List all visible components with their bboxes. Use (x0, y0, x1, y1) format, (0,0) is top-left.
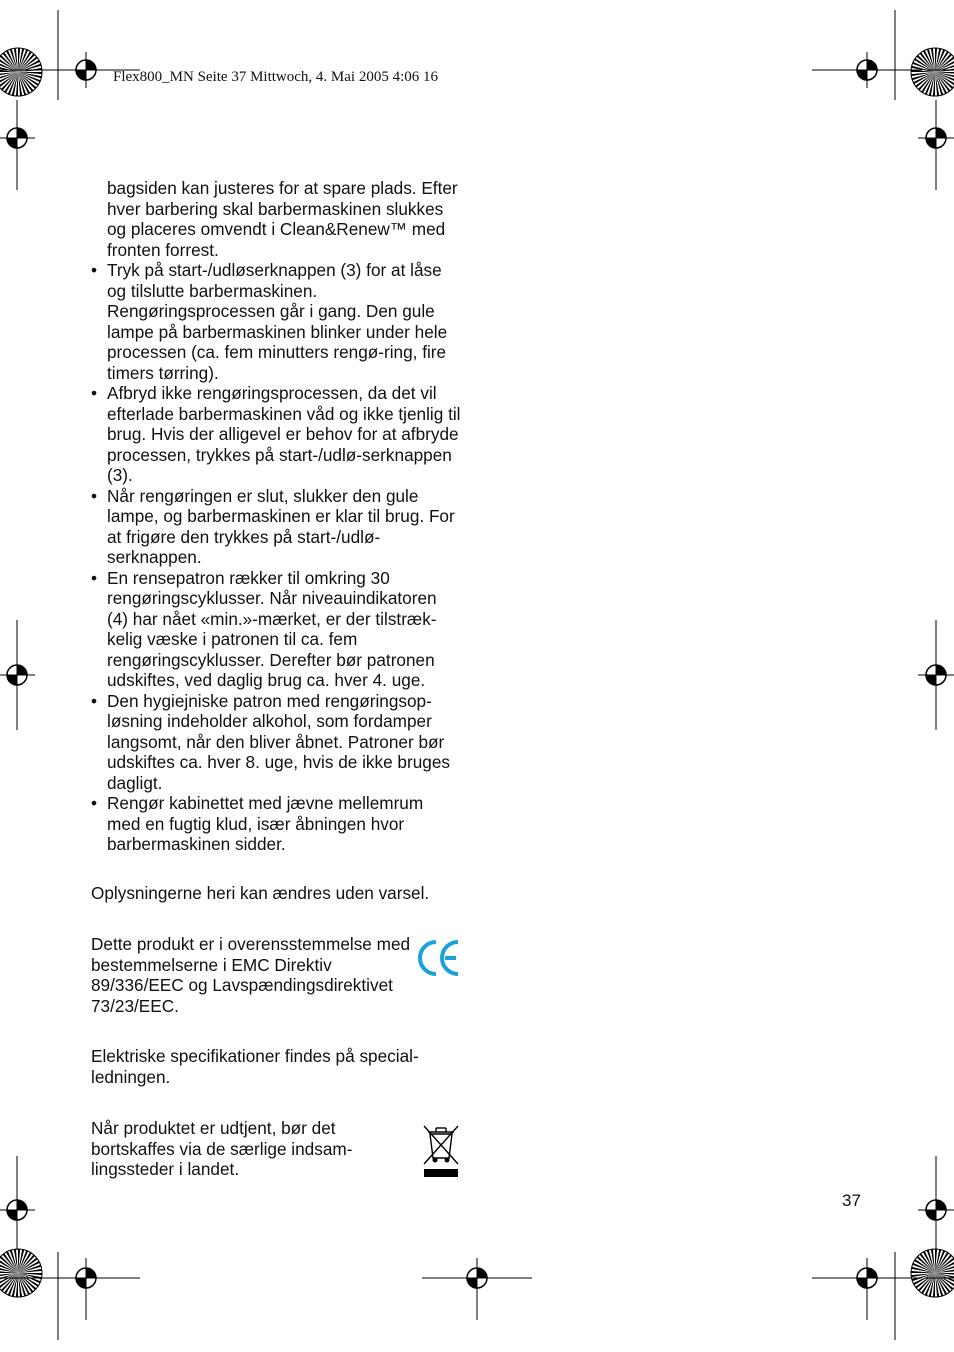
disposal-paragraph: Når produktet er udtjent, bør det bortskaffes via de særlige indsam-lingssteder i landet. (91, 1118, 353, 1179)
ce-mark-icon (418, 938, 462, 978)
page-number: 37 (842, 1191, 861, 1210)
ce-paragraph: Dette produkt er i overensstemmelse med bestemmelserne i EMC Direktiv 89/336/EEC og Lavspændingsdirektivet 73/23/EEC. (91, 934, 411, 1016)
electrical-paragraph: Elektriske specifikationer findes på special-ledningen. (91, 1046, 419, 1087)
starburst-target-icon (0, 1249, 42, 1297)
main-text (91, 178, 461, 855)
list-item: • Rengør kabinettet med jævne mellemrum med en fugtig klud, især åbningen hvor barbermaskinen sidder. (91, 793, 461, 855)
starburst-target-icon (911, 1249, 954, 1297)
crossed-out-bin-icon (420, 1122, 462, 1180)
starburst-target-icon (0, 48, 42, 96)
print-slug-header: Flex800_MN Seite 37 Mittwoch, 4. Mai 2005 4:06 16 (113, 69, 438, 85)
notice-paragraph: Oplysningerne heri kan ændres uden varsel. (91, 883, 430, 903)
starburst-target-icon (911, 48, 954, 96)
intro-continuation: bagsiden kan justeres for at spare plads. Efter hver barbering skal barbermaskinen slukkes og placeres omvendt i Clean&Renew™ med fronten forrest. (107, 178, 458, 260)
list-item: • Tryk på start-/udløserknappen (3) for at låse og tilslutte barbermaskinen. Rengøringsprocessen går i gang. Den gule lampe på barbermaskinen blinker under hele processen (ca. fem minutters rengø-ring, fire timers tørring). (91, 260, 461, 383)
list-item: • Når rengøringen er slut, slukker den gule lampe, og barbermaskinen er klar til brug. For at frigøre den trykkes på start-/udlø-serknappen. (91, 486, 461, 568)
bullet-list (91, 260, 461, 855)
list-item: • En rensepatron rækker til omkring 30 rengøringscyklusser. Når niveauindikatoren (4) har nået «min.»-mærket, er der tilstræk-kelig væske i patronen til ca. fem rengøringscyklusser. Derefter bør patronen udskiftes, ved daglig brug ca. hver 4. uge. (91, 568, 461, 691)
list-item: • Afbryd ikke rengøringsprocessen, da det vil efterlade barbermaskinen våd og ikke tjenlig til brug. Hvis der alligevel er behov for at afbryde processen, trykkes på start-/udlø-serknappen (3). (91, 383, 461, 486)
list-item: • Den hygiejniske patron med rengøringsop-løsning indeholder alkohol, som fordamper langsomt, når den bliver åbnet. Patroner bør udskiftes ca. hver 8. uge, hvis de ikke bruges dagligt. (91, 691, 461, 794)
